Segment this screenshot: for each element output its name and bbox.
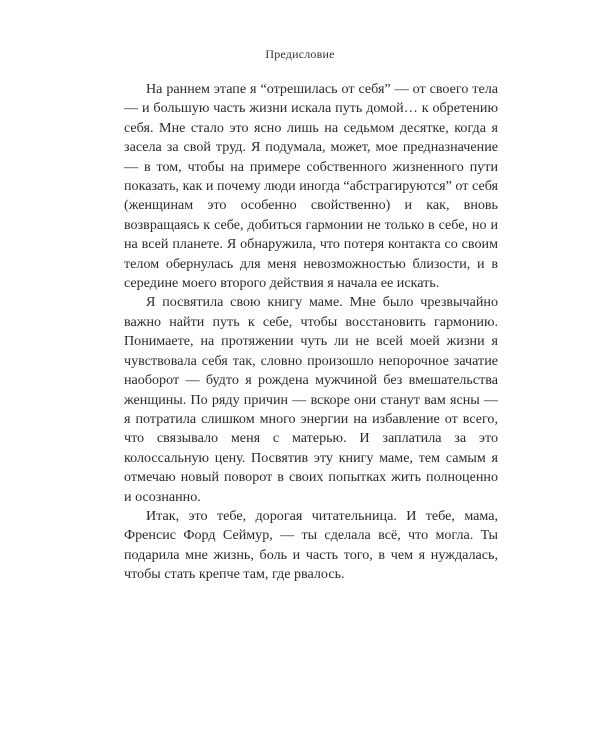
paragraph-3: Итак, это тебе, дорогая читательница. И тебе, мама, Френсис Форд Сеймур, — ты сделала всё, что могла. Ты подарила мне жизнь, боль и часть того, в чем я нуждалась, чтобы стать крепче там, где рвалось.	[124, 507, 498, 583]
running-header: Предисловие	[265, 47, 335, 61]
paragraph-2: Я посвятила свою книгу маме. Мне было чрезвычайно важно найти путь к себе, чтобы восстановить гармонию. Понимаете, на протяжении чуть ли не всей моей жизни я чувствовала себя так, словно произошло непорочное зачатие наоборот — будто я рождена мужчиной без вмешательства женщины. По ряду причин — вскоре они станут вам ясны — я потратила слишком много энергии на избавление от всего, что связывало меня с матерью. И заплатила за это колоссальную цену. Посвятив эту книгу маме, тем самым я отмечаю новый поворот в своих попытках жить полноценно и осознанно.	[124, 294, 498, 505]
paragraph-1: На раннем этапе я “отрешилась от себя” — от своего тела — и большую часть жизни искала путь домой… к обретению себя. Мне стало это ясно лишь на седьмом десятке, когда я засела за свой труд. Я подумала, может, мое предназначение — в том, чтобы на примере собственного жизненного пути показать, как и почему люди иногда “абстрагируются” от себя (женщинам это особенно свойственно) и как, вновь возвращаясь к себе, добиться гармонии не только в себе, но и на всей планете. Я обнаружила, что потеря контакта со своим телом обернулась для меня невозможностью близости, и в середине моего второго действия я начала ее искать.	[124, 81, 498, 292]
body-text	[124, 80, 498, 585]
